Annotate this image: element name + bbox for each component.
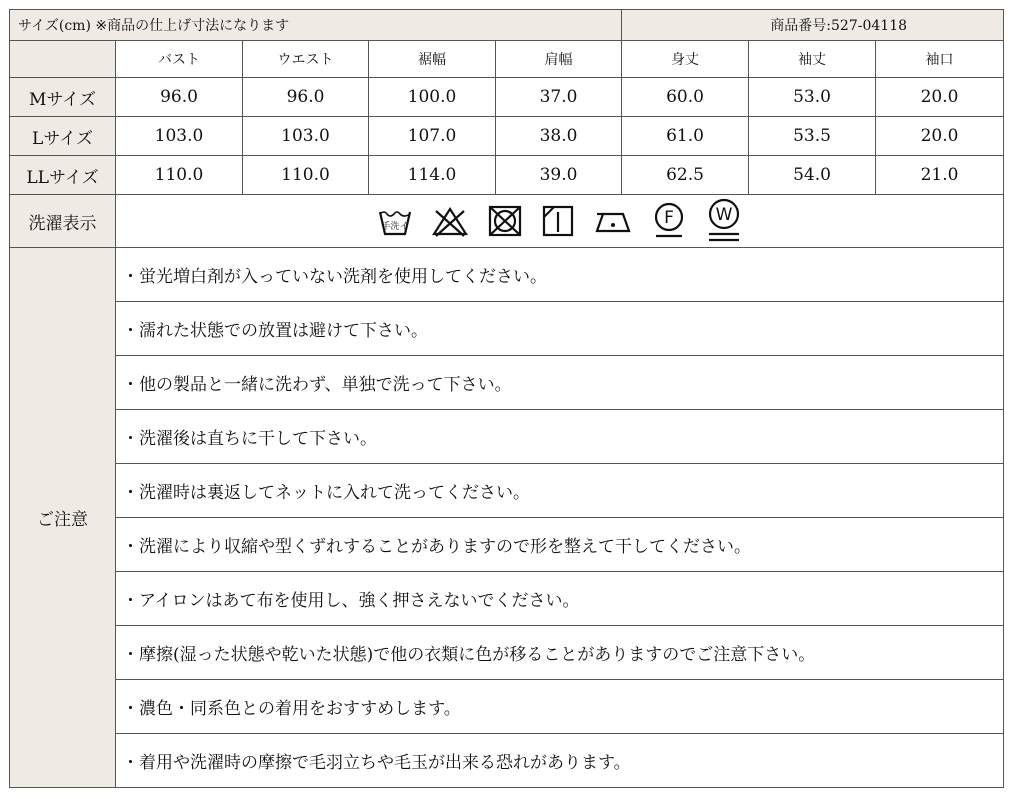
note-row bbox=[10, 248, 1004, 302]
col-bust: バスト bbox=[116, 41, 243, 78]
size-chart bbox=[9, 9, 1003, 790]
size-value: 20.0 bbox=[876, 78, 1004, 117]
size-value: 21.0 bbox=[876, 156, 1004, 195]
hand-wash-icon bbox=[377, 204, 413, 238]
col-length: 身丈 bbox=[622, 41, 749, 78]
corner-cell bbox=[10, 41, 116, 78]
wash-label: 洗濯表示 bbox=[10, 195, 116, 248]
size-value: 37.0 bbox=[496, 78, 622, 117]
note-item: ・他の製品と一緒に洗わず、単独で洗って下さい。 bbox=[116, 356, 1004, 410]
hand-wash-text: 手洗イ bbox=[381, 222, 409, 232]
col-cuff: 袖口 bbox=[876, 41, 1004, 78]
no-bleach-icon bbox=[431, 205, 469, 237]
note-row bbox=[10, 734, 1004, 788]
column-header-row bbox=[10, 41, 1004, 78]
size-value: 54.0 bbox=[749, 156, 876, 195]
size-value: 61.0 bbox=[622, 117, 749, 156]
size-value: 39.0 bbox=[496, 156, 622, 195]
note-row bbox=[10, 464, 1004, 518]
size-label: Mサイズ bbox=[10, 78, 116, 117]
size-label: Lサイズ bbox=[10, 117, 116, 156]
note-item: ・濃色・同系色との着用をおすすめします。 bbox=[116, 680, 1004, 734]
size-note: サイズ(cm) ※商品の仕上げ寸法になります bbox=[10, 10, 622, 41]
note-item: ・アイロンはあて布を使用し、強く押さえないでください。 bbox=[116, 572, 1004, 626]
note-row bbox=[10, 356, 1004, 410]
note-row bbox=[10, 572, 1004, 626]
note-row bbox=[10, 680, 1004, 734]
note-row bbox=[10, 302, 1004, 356]
no-tumble-dry-icon bbox=[487, 204, 523, 238]
size-value: 62.5 bbox=[622, 156, 749, 195]
product-number: 商品番号:527-04118 bbox=[622, 10, 1004, 41]
col-sleeve-length: 袖丈 bbox=[749, 41, 876, 78]
note-item: ・洗濯により収縮や型くずれすることがありますので形を整えて干してください。 bbox=[116, 518, 1004, 572]
wash-symbols-row bbox=[10, 195, 1004, 248]
size-row-l bbox=[10, 117, 1004, 156]
size-value: 60.0 bbox=[622, 78, 749, 117]
size-value: 20.0 bbox=[876, 117, 1004, 156]
size-value: 38.0 bbox=[496, 117, 622, 156]
size-value: 110.0 bbox=[116, 156, 243, 195]
size-value: 96.0 bbox=[116, 78, 243, 117]
note-item: ・洗濯後は直ちに干して下さい。 bbox=[116, 410, 1004, 464]
note-row bbox=[10, 626, 1004, 680]
wet-clean-w-icon bbox=[705, 198, 743, 244]
col-shoulder: 肩幅 bbox=[496, 41, 622, 78]
size-table bbox=[9, 9, 1004, 788]
size-value: 100.0 bbox=[369, 78, 496, 117]
dry-clean-f-icon bbox=[651, 201, 687, 241]
note-row bbox=[10, 410, 1004, 464]
note-item: ・蛍光増白剤が入っていない洗剤を使用してください。 bbox=[116, 248, 1004, 302]
size-value: 53.5 bbox=[749, 117, 876, 156]
note-item: ・濡れた状態での放置は避けて下さい。 bbox=[116, 302, 1004, 356]
notes-label: ご注意 bbox=[10, 248, 116, 788]
size-value: 96.0 bbox=[243, 78, 369, 117]
size-value: 53.0 bbox=[749, 78, 876, 117]
size-value: 107.0 bbox=[369, 117, 496, 156]
col-hem: 裾幅 bbox=[369, 41, 496, 78]
line-dry-shade-icon bbox=[541, 204, 575, 238]
size-value: 114.0 bbox=[369, 156, 496, 195]
note-item: ・摩擦(湿った状態や乾いた状態)で他の衣類に色が移ることがありますのでご注意下さい。 bbox=[116, 626, 1004, 680]
size-value: 103.0 bbox=[116, 117, 243, 156]
wash-symbols bbox=[116, 195, 1004, 248]
note-item: ・着用や洗濯時の摩擦で毛羽立ちや毛玉が出来る恐れがあります。 bbox=[116, 734, 1004, 788]
size-row-ll bbox=[10, 156, 1004, 195]
iron-low-icon bbox=[593, 206, 633, 236]
note-row bbox=[10, 518, 1004, 572]
note-item: ・洗濯時は裏返してネットに入れて洗ってください。 bbox=[116, 464, 1004, 518]
size-value: 103.0 bbox=[243, 117, 369, 156]
col-waist: ウエスト bbox=[243, 41, 369, 78]
size-label: LLサイズ bbox=[10, 156, 116, 195]
size-row-m bbox=[10, 78, 1004, 117]
wet-clean-letter: W bbox=[715, 205, 732, 225]
size-value: 110.0 bbox=[243, 156, 369, 195]
dry-clean-letter: F bbox=[663, 208, 674, 228]
